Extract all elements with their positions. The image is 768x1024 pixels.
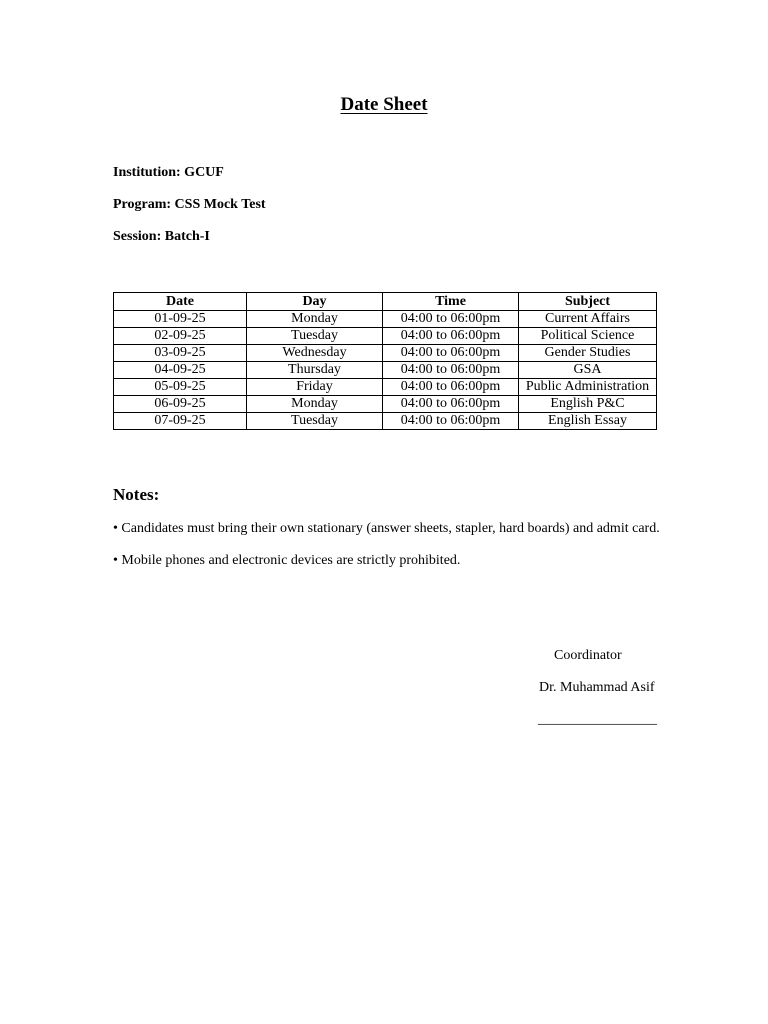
cell-date: 05-09-25: [114, 379, 247, 396]
note-item-devices: • Mobile phones and electronic devices are strictly prohibited.: [113, 553, 461, 568]
header-day: Day: [247, 293, 383, 311]
note-item-stationary: • Candidates must bring their own stationary (answer sheets, stapler, hard boards) and admit card.: [113, 521, 660, 536]
cell-day: Tuesday: [247, 413, 383, 430]
cell-time: 04:00 to 06:00pm: [383, 379, 519, 396]
table-row: [114, 379, 657, 396]
cell-time: 04:00 to 06:00pm: [383, 413, 519, 430]
table-row: [114, 413, 657, 430]
cell-subject: Gender Studies: [519, 345, 657, 362]
table-row: [114, 311, 657, 328]
cell-time: 04:00 to 06:00pm: [383, 345, 519, 362]
header-subject: Subject: [519, 293, 657, 311]
cell-time: 04:00 to 06:00pm: [383, 362, 519, 379]
table-row: [114, 362, 657, 379]
notes-heading: Notes:: [113, 485, 160, 504]
page-title: Date Sheet: [340, 94, 428, 115]
signatory-role: Coordinator: [554, 648, 622, 663]
signature-line: _________________: [538, 712, 657, 727]
cell-time: 04:00 to 06:00pm: [383, 328, 519, 345]
cell-day: Wednesday: [247, 345, 383, 362]
institution-label: Institution: GCUF: [113, 165, 224, 180]
cell-day: Thursday: [247, 362, 383, 379]
table-row: [114, 328, 657, 345]
cell-date: 01-09-25: [114, 311, 247, 328]
cell-date: 04-09-25: [114, 362, 247, 379]
cell-subject: Political Science: [519, 328, 657, 345]
cell-date: 07-09-25: [114, 413, 247, 430]
program-label: Program: CSS Mock Test: [113, 197, 266, 212]
cell-subject: Current Affairs: [519, 311, 657, 328]
header-date: Date: [114, 293, 247, 311]
cell-subject: English P&C: [519, 396, 657, 413]
session-label: Session: Batch-I: [113, 229, 210, 244]
cell-date: 06-09-25: [114, 396, 247, 413]
cell-subject: English Essay: [519, 413, 657, 430]
cell-subject: Public Administration: [519, 379, 657, 396]
cell-day: Monday: [247, 396, 383, 413]
cell-day: Monday: [247, 311, 383, 328]
header-time: Time: [383, 293, 519, 311]
cell-time: 04:00 to 06:00pm: [383, 396, 519, 413]
date-sheet-table: [113, 292, 657, 430]
cell-date: 02-09-25: [114, 328, 247, 345]
cell-subject: GSA: [519, 362, 657, 379]
table-row: [114, 396, 657, 413]
table-row: [114, 345, 657, 362]
cell-day: Tuesday: [247, 328, 383, 345]
table-header-row: [114, 293, 657, 311]
cell-day: Friday: [247, 379, 383, 396]
signatory-name: Dr. Muhammad Asif: [539, 680, 655, 695]
cell-date: 03-09-25: [114, 345, 247, 362]
cell-time: 04:00 to 06:00pm: [383, 311, 519, 328]
